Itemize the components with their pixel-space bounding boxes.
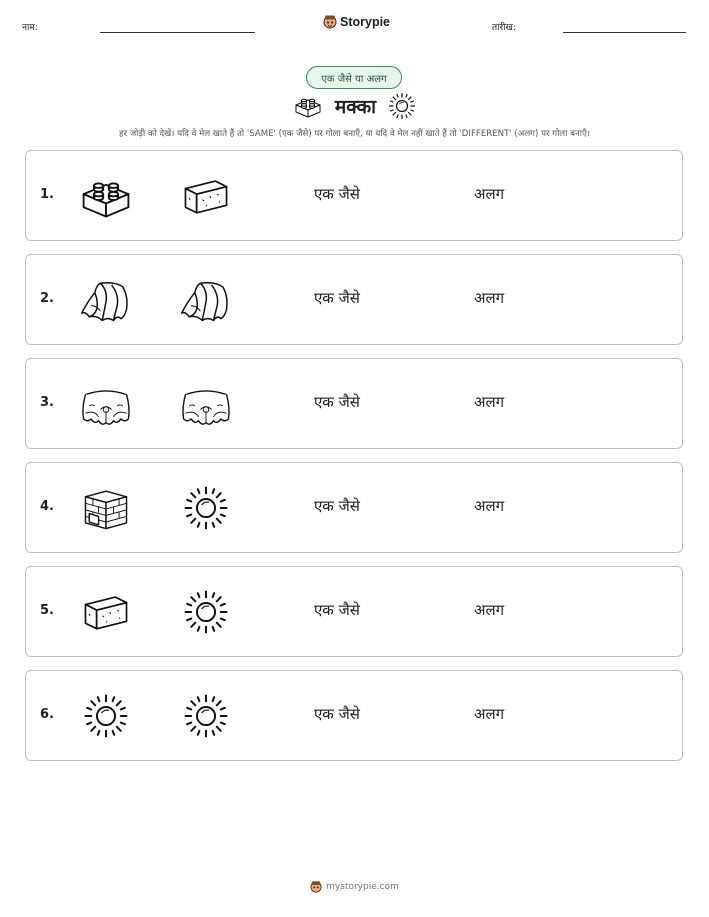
footer-url[interactable]: mystorypie.com xyxy=(326,882,399,892)
tablecloth-icon xyxy=(78,381,134,427)
name-line[interactable] xyxy=(100,32,255,33)
row-number: 2. xyxy=(40,291,54,306)
page-title: मक्का xyxy=(334,96,377,118)
option-different[interactable]: अलग xyxy=(474,289,505,307)
pair-row-1 xyxy=(25,150,683,241)
storypie-mascot-icon xyxy=(310,880,322,894)
option-same[interactable]: एक जैसे xyxy=(314,497,360,515)
row-number: 1. xyxy=(40,187,54,202)
footer xyxy=(0,880,709,894)
pair-row-5 xyxy=(25,566,683,657)
title-row xyxy=(0,92,709,120)
row-number: 3. xyxy=(40,395,54,410)
brand-logo xyxy=(323,14,390,30)
lego-brick-icon xyxy=(78,173,134,219)
instructions: हर जोड़ी को देखें। यदि वे मेल खाते हैं तो 'SAME' (एक जैसे) पर गोला बनाएँ, या यदि वे मेल नहीं खाते हैं तो 'DIFFERENT' (अलग) पर गोला बनाएँ। xyxy=(119,129,590,139)
name-label: नाम: xyxy=(22,23,38,33)
header xyxy=(0,14,709,40)
option-different[interactable]: अलग xyxy=(474,393,505,411)
activity-badge: एक जैसे या अलग xyxy=(306,66,402,89)
option-same[interactable]: एक जैसे xyxy=(314,289,360,307)
option-different[interactable]: अलग xyxy=(474,497,505,515)
brand-name: Storypie xyxy=(340,15,391,29)
storypie-mascot-icon xyxy=(323,14,337,30)
option-same[interactable]: एक जैसे xyxy=(314,185,360,203)
option-different[interactable]: अलग xyxy=(474,185,505,203)
brick-chimney-icon xyxy=(78,485,134,531)
pair-row-6 xyxy=(25,670,683,761)
block-icon xyxy=(178,173,234,219)
lego-brick-icon xyxy=(293,94,323,118)
option-same[interactable]: एक जैसे xyxy=(314,705,360,723)
pair-row-2 xyxy=(25,254,683,345)
block-icon xyxy=(78,589,134,635)
option-same[interactable]: एक जैसे xyxy=(314,601,360,619)
row-number: 6. xyxy=(40,707,54,722)
option-same[interactable]: एक जैसे xyxy=(314,393,360,411)
sun-icon xyxy=(78,693,134,739)
option-different[interactable]: अलग xyxy=(474,601,505,619)
pair-row-4 xyxy=(25,462,683,553)
cloth-icon xyxy=(78,277,134,323)
row-number: 4. xyxy=(40,499,54,514)
pair-row-3 xyxy=(25,358,683,449)
tablecloth-icon xyxy=(178,381,234,427)
date-label: तारीख: xyxy=(492,23,516,33)
cloth-icon xyxy=(178,277,234,323)
date-line[interactable] xyxy=(563,32,686,33)
option-different[interactable]: अलग xyxy=(474,705,505,723)
sun-icon xyxy=(178,693,234,739)
sun-icon xyxy=(178,589,234,635)
row-number: 5. xyxy=(40,603,54,618)
sun-icon xyxy=(178,485,234,531)
sun-icon xyxy=(388,92,416,120)
